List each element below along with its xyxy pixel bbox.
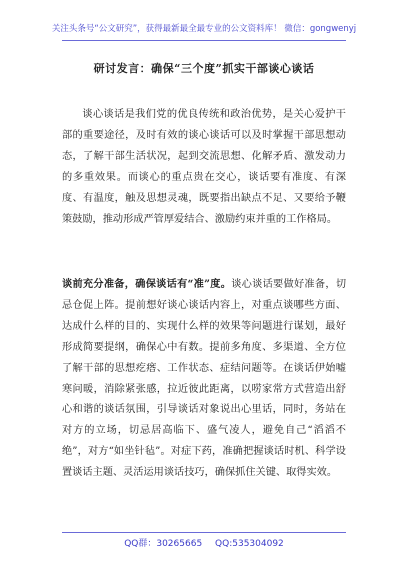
paragraph-text: 谈心谈话是我们党的优良传统和政治优势，是关心爱护干部的重要途径，及时有效的谈心谈话可以及时掌握干部思想动态，了解干部生活状况，起到交流思想、化解矛盾、激发动力的多重效果。而谈心的重点贵在交心，谈话要有准度、有深度、有温度，触及思想灵魂，既要指出缺点不足、又要给予鞭策鼓励，推动形成严管厚爱结合、激励约束并重的工作格局。 <box>62 109 346 225</box>
paragraph-preparation <box>62 274 346 484</box>
footer-divider <box>62 532 346 533</box>
qq-contact-number: QQ:535304092 <box>215 539 284 549</box>
paragraph-text: 谈心谈话要做好准备，切忌仓促上阵。提前想好谈心谈话内容上，对重点谈哪些方面、达成什么样的目的、实现什么样的效果等问题进行谋划，最好形成简要提纲，确保心中有数。提前多角度、多渠道、全方位了解干部的思想疙瘩、工作状态、症结问题等。在谈话伊始嘘寒问暖，消除紧张感，拉近彼此距离，以唠家常方式营造出舒心和谐的谈话氛围，引导谈话对象说出心里话，同时，务站在对方的立场，切忌居高临下、盛气凌人，避免自己“滔滔不绝”，对方“如坐针毡”。对症下药，准确把握谈话时机、科学设置谈话主题、灵活运用谈话技巧，确保抓住关键、取得实效。 <box>62 279 347 479</box>
paragraph-intro <box>62 105 346 230</box>
footer-contacts <box>0 536 408 549</box>
document-title: 研讨发言：确保“三个度”抓实干部谈心谈话 <box>93 62 315 75</box>
header-banner: 关注头条号“公文研究”，获得最新最全最专业的公文资料库！ 微信：gongwenyj <box>51 24 357 34</box>
qq-group-number: QQ群：30265665 <box>124 539 203 549</box>
paragraph-lead-heading: 谈前充分准备，确保谈话有“准”度。 <box>62 278 232 290</box>
header-divider <box>62 40 346 41</box>
